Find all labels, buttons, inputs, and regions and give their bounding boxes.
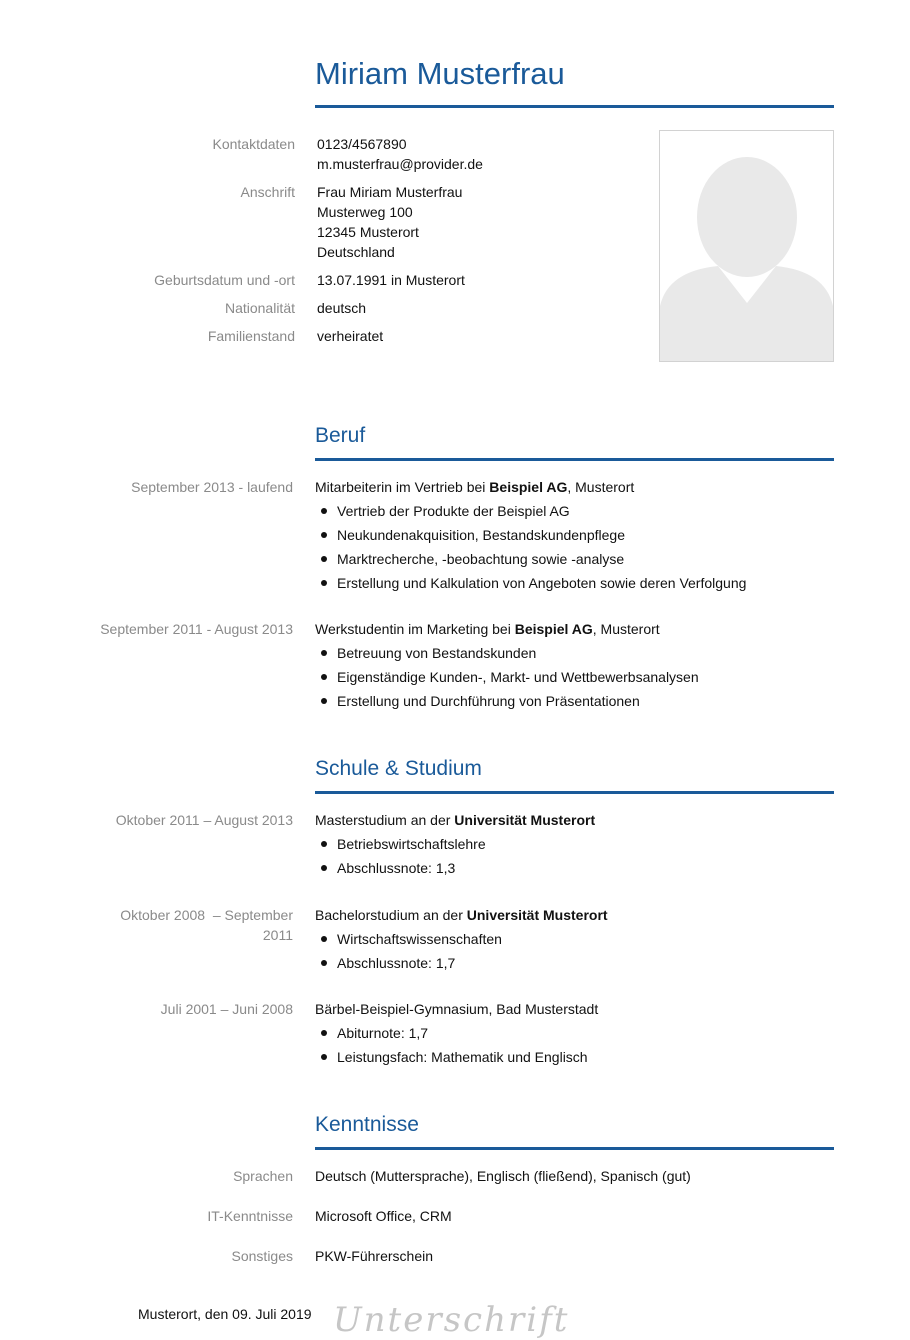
skills-row: [0, 1246, 834, 1266]
list-item: Abschlussnote: 1,7: [337, 953, 834, 973]
address-row: [0, 182, 640, 262]
list-item: Erstellung und Kalkulation von Angeboten sowie deren Verfolgung: [337, 573, 834, 593]
phone-number: 0123/4567890: [317, 136, 407, 152]
skills-value: Microsoft Office, CRM: [315, 1208, 452, 1224]
entry-date: September 2011 - August 2013: [100, 621, 293, 637]
list-item: Abschlussnote: 1,3: [337, 858, 834, 878]
address-label: Anschrift: [240, 184, 295, 200]
profile-photo: [659, 130, 834, 362]
entry-lead-text: Masterstudium an der: [315, 812, 455, 828]
address-line: Musterweg 100: [317, 204, 413, 220]
entry-date: [0, 905, 293, 977]
entry-lead: Bärbel-Beispiel-Gymnasium, Bad Musterstadt: [315, 1001, 599, 1017]
entry-bullet-list: [315, 834, 834, 878]
address-value: [317, 182, 462, 262]
education-entry: [0, 810, 834, 882]
entry-date-line: 2011: [262, 927, 293, 943]
section-title-kenntnisse: Kenntnisse: [315, 1111, 834, 1150]
skills-label: Sonstiges: [231, 1248, 293, 1264]
list-item: Betreuung von Bestandskunden: [337, 643, 834, 663]
skills-label: IT-Kenntnisse: [207, 1208, 293, 1224]
list-item: Abiturnote: 1,7: [337, 1023, 834, 1043]
entry-lead-text: Werkstudentin im Marketing bei: [315, 621, 515, 637]
list-item: Neukundenakquisition, Bestandskundenpflege: [337, 525, 834, 545]
nationality-label: Nationalität: [224, 300, 295, 316]
entry-location: , Musterort: [592, 621, 660, 637]
education-entry: [0, 999, 834, 1071]
list-item: Marktrecherche, -beobachtung sowie -analyse: [337, 549, 834, 569]
cv-name-heading: Miriam Musterfrau: [315, 54, 834, 108]
person-silhouette-icon: [660, 131, 833, 361]
list-item: Erstellung und Durchführung von Präsentationen: [337, 691, 834, 711]
experience-entry: [0, 477, 834, 597]
personal-info: [0, 134, 640, 354]
skills-row: [0, 1166, 834, 1186]
entry-lead: [315, 477, 834, 497]
birth-label: Geburtsdatum und -ort: [154, 272, 295, 288]
place-and-date: Musterort, den 09. Juli 2019: [138, 1306, 312, 1322]
skills-value: Deutsch (Muttersprache), Englisch (fließend), Spanisch (gut): [315, 1168, 691, 1184]
address-line: 12345 Musterort: [317, 224, 419, 240]
nationality-value: deutsch: [317, 300, 367, 316]
entry-institution: Universität Musterort: [466, 907, 608, 923]
entry-institution: Universität Musterort: [454, 812, 596, 828]
marital-value: verheiratet: [317, 328, 384, 344]
contact-row: [0, 134, 640, 174]
section-title-schule: Schule & Studium: [315, 755, 834, 794]
email-address: m.musterfrau@provider.de: [317, 156, 483, 172]
entry-lead: [315, 905, 834, 925]
entry-content: [315, 477, 834, 597]
experience-entry: [0, 619, 834, 715]
contact-value: [317, 134, 483, 174]
education-entry: [0, 905, 834, 977]
list-item: Eigenständige Kunden-, Markt- und Wettbewerbsanalysen: [337, 667, 834, 687]
list-item: Wirtschaftswissenschaften: [337, 929, 834, 949]
entry-content: [315, 999, 834, 1071]
entry-employer: Beispiel AG: [514, 621, 593, 637]
entry-date-line: Oktober 2008 – September: [120, 907, 293, 923]
entry-date: Juli 2001 – Juni 2008: [160, 1001, 293, 1017]
list-item: Vertrieb der Produkte der Beispiel AG: [337, 501, 834, 521]
entry-lead: [315, 619, 834, 639]
skills-label: Sprachen: [233, 1168, 293, 1184]
list-item: Betriebswirtschaftslehre: [337, 834, 834, 854]
entry-bullet-list: [315, 1023, 834, 1067]
marital-row: [0, 326, 640, 346]
section-title-beruf: Beruf: [315, 422, 834, 461]
signature-placeholder: Unterschrift: [333, 1300, 570, 1340]
birth-row: [0, 270, 640, 290]
entry-bullet-list: [315, 501, 834, 593]
entry-location: , Musterort: [567, 479, 635, 495]
entry-employer: Beispiel AG: [489, 479, 568, 495]
address-line: Deutschland: [317, 244, 395, 260]
nationality-row: [0, 298, 640, 318]
entry-bullet-list: [315, 929, 834, 973]
entry-lead-text: Bachelorstudium an der: [315, 907, 467, 923]
entry-lead: [315, 810, 834, 830]
birth-value: 13.07.1991 in Musterort: [317, 272, 465, 288]
address-line: Frau Miriam Musterfrau: [317, 184, 463, 200]
entry-lead-text: Mitarbeiterin im Vertrieb bei: [315, 479, 490, 495]
list-item: Leistungsfach: Mathematik und Englisch: [337, 1047, 834, 1067]
entry-date: September 2013 - laufend: [131, 479, 293, 495]
skills-value: PKW-Führerschein: [315, 1248, 434, 1264]
entry-bullet-list: [315, 643, 834, 711]
entry-date: Oktober 2011 – August 2013: [115, 812, 293, 828]
skills-row: [0, 1206, 834, 1226]
entry-content: [315, 810, 834, 882]
entry-content: [315, 619, 834, 715]
entry-content: [315, 905, 834, 977]
marital-label: Familienstand: [207, 328, 295, 344]
contact-label: Kontaktdaten: [212, 136, 295, 152]
